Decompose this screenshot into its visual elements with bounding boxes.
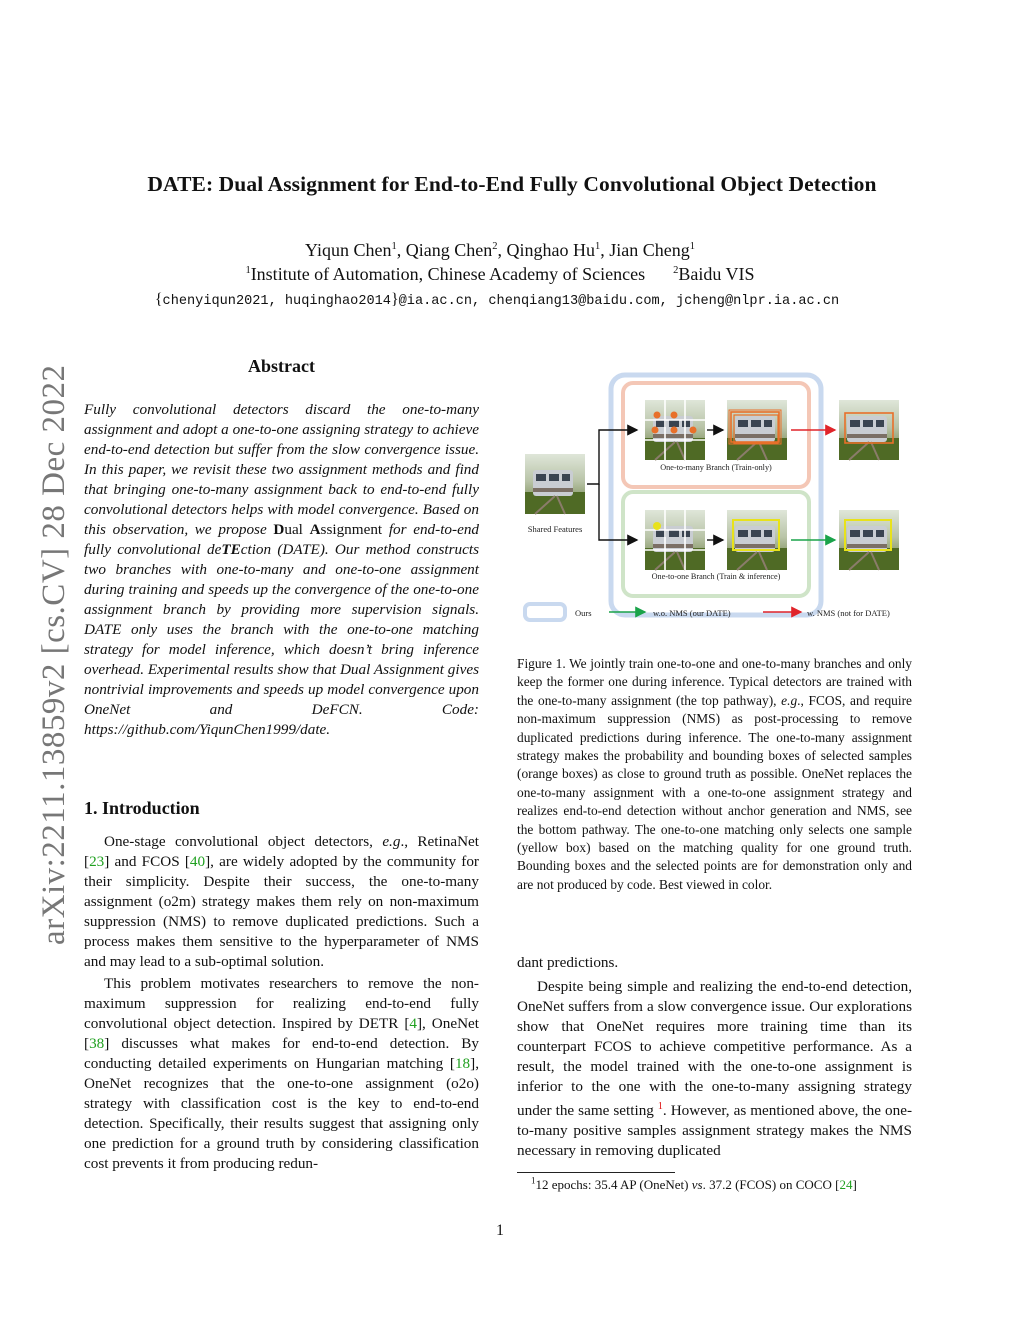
- abstract-text: Fully convolutional detectors discard the one-to-many assignment and adopt a one-to-one assigning strategy to achieve end-to-end detection but suffer from the slow convergence issue. In this paper, we revisit these two assignment methods and find that bringing one-to-many assignment back to end-to-end fully convolutional detectors helps with model convergence. Based on this observation, we propose: [84, 401, 479, 538]
- affiliations: [0, 264, 1000, 285]
- affil-mark: 2: [673, 265, 679, 276]
- author-list: Yiqun Chen$^1$, Qiang Chen$^2$, Qinghao Hu$^1$, Jian Cheng$^1$: [305, 240, 695, 260]
- citation-link[interactable]: 23: [89, 853, 105, 870]
- citation-link[interactable]: 18: [454, 1055, 471, 1072]
- abstract-upright: ssignment: [320, 521, 383, 538]
- abstract-heading: Abstract: [248, 356, 315, 376]
- top-grid-image: [645, 400, 705, 460]
- author-affil-mark: 1: [391, 241, 397, 252]
- author-emails: [0, 291, 994, 309]
- author-affil-mark: 1: [595, 241, 601, 252]
- text: ] discusses what makes for end-to-end detection. By conducting detailed experiments on Hungarian matching [: [84, 1035, 479, 1072]
- text-italic: vs: [691, 1177, 703, 1192]
- affil-mark: 1: [245, 265, 251, 276]
- author-affil-mark: 2: [492, 241, 498, 252]
- text: Despite being simple and realizing the end-to-end detection, OneNet suffers from a slow convergence issue. Our explorations show that OneNet requires more training time than its counterpart FCOS to achieve competitive performance. As a result, the model trained with the one-to-one assignment is inferior to the one with the one-to-many assigning strategy under the same setting: [517, 978, 912, 1120]
- footnote-mark: 1: [531, 1175, 536, 1186]
- figure-1-caption: [517, 655, 912, 894]
- author-name: Yiqun Chen: [305, 240, 392, 260]
- text: ], OneNet recognizes that the one-to-one assignment (o2o) strategy with classification cost is the key to end-to-end detection. Specifically, their results suggest that assigning only one prediction for a ground truth by considering classification cost prevents it from producing redun-: [84, 1055, 479, 1172]
- text: This problem motivates researchers to remove the non-maximum suppression for realizing end-to-end fully convolutional object detection. Inspired by DETR [: [84, 975, 479, 1032]
- page-number: 1: [496, 1222, 504, 1239]
- text-italic: e.g: [781, 692, 798, 708]
- legend-ours-label: Ours: [575, 608, 592, 618]
- section-heading-introduction: 1. Introduction: [84, 798, 200, 818]
- shared-features-image: [525, 454, 585, 514]
- text: . However, as mentioned above, the one-to-many positive samples assignment strategy makes the NMS necessary in removing duplicated: [517, 1102, 912, 1160]
- introduction-body: [84, 832, 479, 1174]
- citation-link[interactable]: 4: [409, 1015, 417, 1032]
- abstract-bold: A: [309, 521, 321, 538]
- text: Figure 1. We jointly train one-to-one and one-to-many branches and only keep the former one during inference. Typical detectors are trained with the one-to-many assignment (the top pathway),: [517, 656, 912, 708]
- abstract-upright: ual: [284, 521, 310, 538]
- abstract-text: for end-to-end fully convolutional de: [84, 521, 480, 558]
- bottom-grid-image: [645, 510, 705, 570]
- paper-title: DATE: Dual Assignment for End-to-End Fully Convolutional Object Detection: [147, 172, 877, 196]
- text: ]: [852, 1177, 857, 1192]
- footnote: [531, 1177, 857, 1193]
- brace-close: }: [390, 291, 399, 308]
- one-to-one-branch-label: One-to-one Branch (Train & inference): [651, 572, 781, 581]
- text: ] and FCOS [: [104, 853, 190, 870]
- citation-link[interactable]: 38: [89, 1035, 105, 1052]
- citation-link[interactable]: 24: [839, 1177, 853, 1192]
- email-group: chenyiqun2021, huqinghao2014: [162, 294, 391, 309]
- text: ], are widely adopted by the community for their simplicity. Despite their success, the one-to-many assignment (o2m) strategy makes them rely on non-maximum suppression (NMS) to remove duplicated predictions. Such a process makes them sensitive to the hyperparameter of NMS and may lead to a sub-optimal solution.: [84, 853, 479, 970]
- affil-name: Institute of Automation, Chinese Academy of Sciences: [250, 264, 646, 284]
- text: 12 epochs: 35.4 AP (OneNet): [535, 1177, 692, 1192]
- figure-1-diagram: [517, 368, 917, 630]
- text: dant predictions.: [517, 954, 619, 971]
- text: ], OneNet [: [84, 1015, 479, 1052]
- paragraph: [517, 977, 912, 1161]
- figure-1: [517, 368, 917, 635]
- abstract-bold: TE: [221, 541, 241, 558]
- text: ., FCOS, and require non-maximum suppression (NMS) as post-processing to remove duplicated predictions during inference. The one-to-many assignment strategy makes the probability and bounding boxes of selected samples (orange boxes) as close to ground truth as possible. OneNet replaces the one-to-many assignment with a one-to-one assignment strategy and realizes end-to-end detection without anchor generation and NMS, see the bottom pathway. The one-to-one matching only selects one sample (yellow box) based on the matching quality for one ground truth. Bounding boxes and the selected points are for demonstration only and are not produced by code. Best viewed in color.: [517, 692, 912, 892]
- author-affil-mark: 1: [689, 241, 695, 252]
- footnote-rule: [517, 1172, 675, 1173]
- text: One-stage convolutional object detectors,: [104, 833, 383, 850]
- author-name: Qiang Chen: [405, 240, 493, 260]
- abstract-bold: D: [273, 521, 285, 538]
- email-rest: @ia.ac.cn, chenqiang13@baidu.com, jcheng@nlpr.ia.ac.cn: [398, 294, 840, 309]
- author-name: Qinghao Hu: [506, 240, 595, 260]
- citation-link[interactable]: 40: [189, 853, 206, 870]
- paragraph: [84, 832, 479, 972]
- text: ., RetinaNet [: [84, 833, 479, 870]
- legend-wo-nms-label: w.o. NMS (our DATE): [653, 608, 731, 618]
- abstract-text: ction (DATE). Our method constructs two branches with one-to-many and one-to-one assignment during training and speeds up the convergence of the one-to-one assignment branch by providing more supervision signals. DATE only uses the branch with the one-to-one matching strategy for model inference, which doesn’t bring inference overhead. Experimental results show that Dual Assignment gives nontrivial improvements and speeds up model convergence upon OneNet and DeFCN. Code: https://github.com/YiqunChen1999/date.: [84, 541, 479, 738]
- top-final-image: [839, 400, 899, 460]
- affil-name: Baidu VIS: [678, 264, 755, 284]
- paragraph: [84, 974, 479, 1174]
- text-italic: e.g: [382, 833, 401, 850]
- text: . 37.2 (FCOS) on COCO [: [702, 1177, 840, 1192]
- abstract-body: [84, 400, 479, 740]
- shared-features-label: Shared Features: [527, 524, 583, 534]
- footnote-link[interactable]: 1: [657, 1101, 663, 1112]
- bottom-result-image: [727, 510, 787, 570]
- legend-ours-swatch: [525, 604, 565, 620]
- legend-w-nms-label: w. NMS (not for DATE): [807, 608, 890, 618]
- paragraph: [517, 953, 912, 973]
- author-name: Jian Cheng: [609, 240, 690, 260]
- arxiv-identifier: arXiv:2211.13859v2 [cs.CV] 28 Dec 2022: [36, 364, 72, 945]
- right-column-body: [517, 953, 912, 1161]
- brace-open: {: [154, 291, 163, 308]
- one-to-many-branch-label: One-to-many Branch (Train-only): [660, 463, 772, 472]
- top-result-image: [727, 400, 787, 460]
- bottom-final-image: [839, 510, 899, 570]
